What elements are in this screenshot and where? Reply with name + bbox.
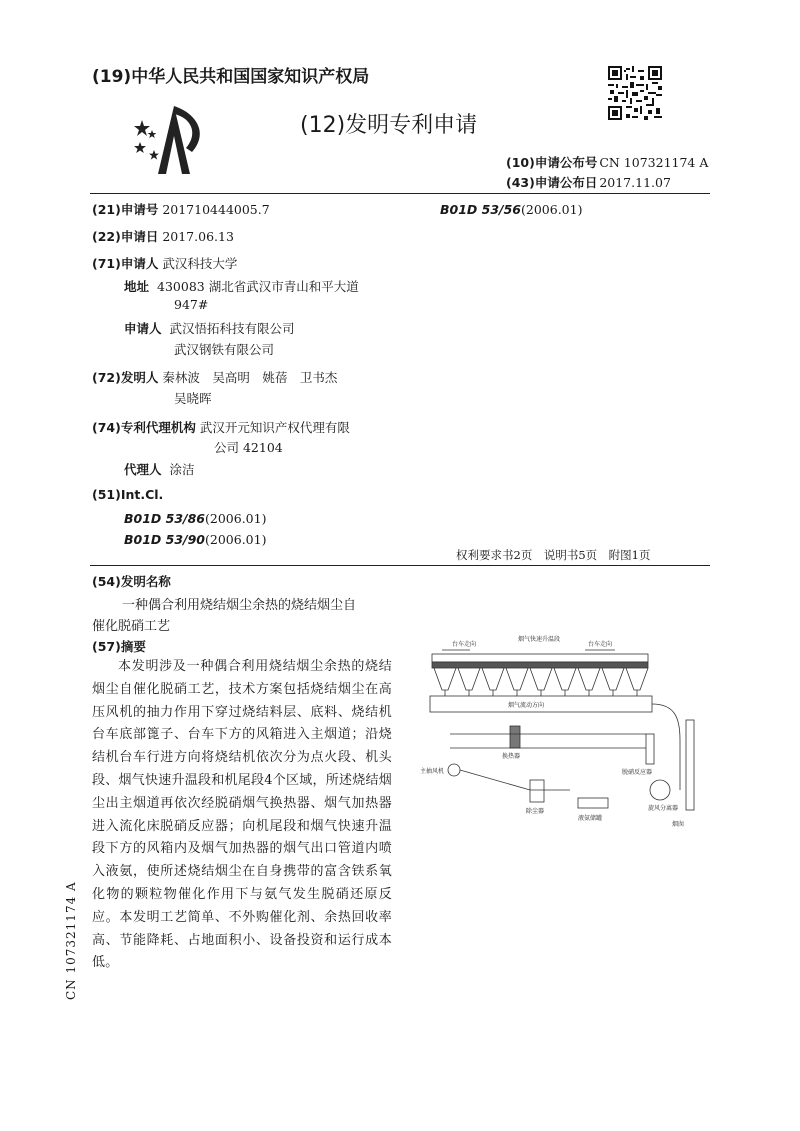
co-applicant-line1: 武汉悟拓科技有限公司 [169, 321, 295, 336]
co-applicant [124, 318, 295, 337]
denox-reactor [646, 734, 654, 764]
invention-title-line2: 催化脱硝工艺 [92, 619, 171, 634]
publication-number-value: CN 107321174 A [599, 155, 709, 170]
filing-date-value: 2017.06.13 [162, 229, 234, 244]
figure-label-stack: 烟囱 [672, 821, 685, 828]
address-line1: 430083 湖北省武汉市青山和平大道 [157, 279, 359, 294]
qr-code [608, 66, 662, 120]
heat-exchanger [510, 726, 520, 748]
document-type: (12)发明专利申请 [300, 113, 478, 138]
outlet-duct [652, 704, 680, 790]
abstract-label: (57)摘要 [92, 639, 146, 654]
pages-info: 权利要求书2页 说明书5页 附图1页 [456, 548, 651, 562]
header-divider [90, 193, 710, 194]
filing-date-label: (22)申请日 [92, 229, 159, 244]
publication-number-label: (10)申请公布号 [506, 155, 598, 170]
cyclone-icon [650, 780, 670, 800]
co-applicant-label: 申请人 [124, 321, 162, 336]
applicant [92, 253, 237, 272]
agent [124, 459, 195, 478]
ipc-main-code: B01D 53/56 [440, 202, 522, 217]
office-name: (19)中华人民共和国国家知识产权局 [92, 67, 370, 87]
fan-icon [448, 764, 460, 776]
biblio-divider [90, 565, 710, 566]
agent-label: 代理人 [124, 462, 162, 477]
sidebar-publication-number: CN 107321174 A [64, 881, 78, 1000]
figure-label-flue: 烟气流动方向 [508, 702, 545, 709]
figure-label-fan: 主抽风机 [420, 768, 445, 775]
agency-label: (74)专利代理机构 [92, 420, 196, 435]
inventors-label: (72)发明人 [92, 370, 159, 385]
figure-label-exchanger: 换热器 [502, 753, 521, 760]
ammonia-tank [578, 798, 608, 808]
figure-label-denox: 脱硝反应器 [622, 769, 653, 776]
wind-boxes [434, 668, 648, 690]
sinter-bed [432, 662, 648, 668]
intcl-version: (2006.01) [205, 511, 267, 526]
address-label: 地址 [124, 279, 150, 294]
process-diagram [410, 630, 702, 830]
figure-label-left: 台车走向 [452, 641, 477, 648]
stack [686, 720, 694, 810]
intcl-entry [124, 508, 266, 527]
figure-label-mid: 烟气快速升温段 [518, 636, 561, 643]
applicant-value: 武汉科技大学 [162, 256, 238, 271]
flue-downcomers [445, 690, 637, 696]
inventors [92, 367, 337, 386]
co-applicant-line2: 武汉钢铁有限公司 [174, 342, 275, 357]
applicant-label: (71)申请人 [92, 256, 159, 271]
ipc-main-version: (2006.01) [521, 202, 583, 217]
publication-date [506, 173, 671, 191]
agent-value: 涂洁 [169, 462, 195, 477]
application-number-value: 201710444005.7 [162, 202, 270, 217]
intcl-code: B01D 53/86 [124, 511, 206, 526]
intcl-label: (51)Int.Cl. [92, 487, 164, 502]
agency [92, 417, 350, 436]
abstract-text: 本发明涉及一种偶合利用烧结烟尘余热的烧结烟尘自催化脱硝工艺，技术方案包括烧结烟尘在高压风机的抽力作用下穿过烧结料层、底料、烧结机台车底部篦子、台车下方的风箱进入主烟道；沿烧结机台车行进方向将烧结机依次分为点火段、机头段、烟气快速升温段和机尾段4个区域，所述烧结烟尘出主烟道再依次经脱硝烟气换热器、烟气加热器进入流化床脱硝反应器；向机尾段和烟气快速升温段下方的风箱内及烟气加热器的烟气出口管道内喷入液氨，使所述烧结烟尘在自身携带的富含铁系氧化物的颗粒物催化作用下与氨气发生脱硝还原反应。本发明工艺简单、不外购催化剂、余热回收率高、节能降耗、占地面积小、设备投资和运行成本低。 [92, 659, 392, 971]
intcl-entry [124, 529, 266, 548]
address-line2: 947# [174, 297, 209, 312]
ipc-main [440, 199, 582, 218]
pipe-c [460, 770, 570, 790]
figure-label-bag: 除尘器 [526, 808, 545, 815]
intcl-version: (2006.01) [205, 532, 267, 547]
application-number-label: (21)申请号 [92, 202, 159, 217]
cnipa-logo [128, 100, 212, 176]
figure-label-ammonia: 液氨储罐 [578, 815, 603, 822]
agency-line1: 武汉开元知识产权代理有限 [199, 420, 350, 435]
figure-label-cyclone: 旋风分离器 [648, 805, 679, 812]
invention-title-label: (54)发明名称 [92, 574, 171, 589]
application-number [92, 199, 270, 218]
figure-label-right: 台车走向 [588, 641, 613, 648]
agency-line2: 公司 42104 [214, 440, 283, 455]
invention-title-line1: 一种偶合利用烧结烟尘余热的烧结烟尘自 [122, 598, 357, 613]
intcl-code: B01D 53/90 [124, 532, 206, 547]
publication-date-value: 2017.11.07 [599, 175, 671, 190]
publication-date-label: (43)申请公布日 [506, 175, 598, 190]
inventors-line1: 秦林波 吴高明 姚蓓 卫书杰 [162, 370, 338, 385]
bag-filter [530, 780, 544, 802]
publication-number [506, 153, 708, 171]
inventors-line2: 吴晓晖 [174, 391, 212, 406]
sinter-strand [432, 654, 648, 662]
filing-date [92, 226, 234, 245]
address [124, 276, 359, 295]
